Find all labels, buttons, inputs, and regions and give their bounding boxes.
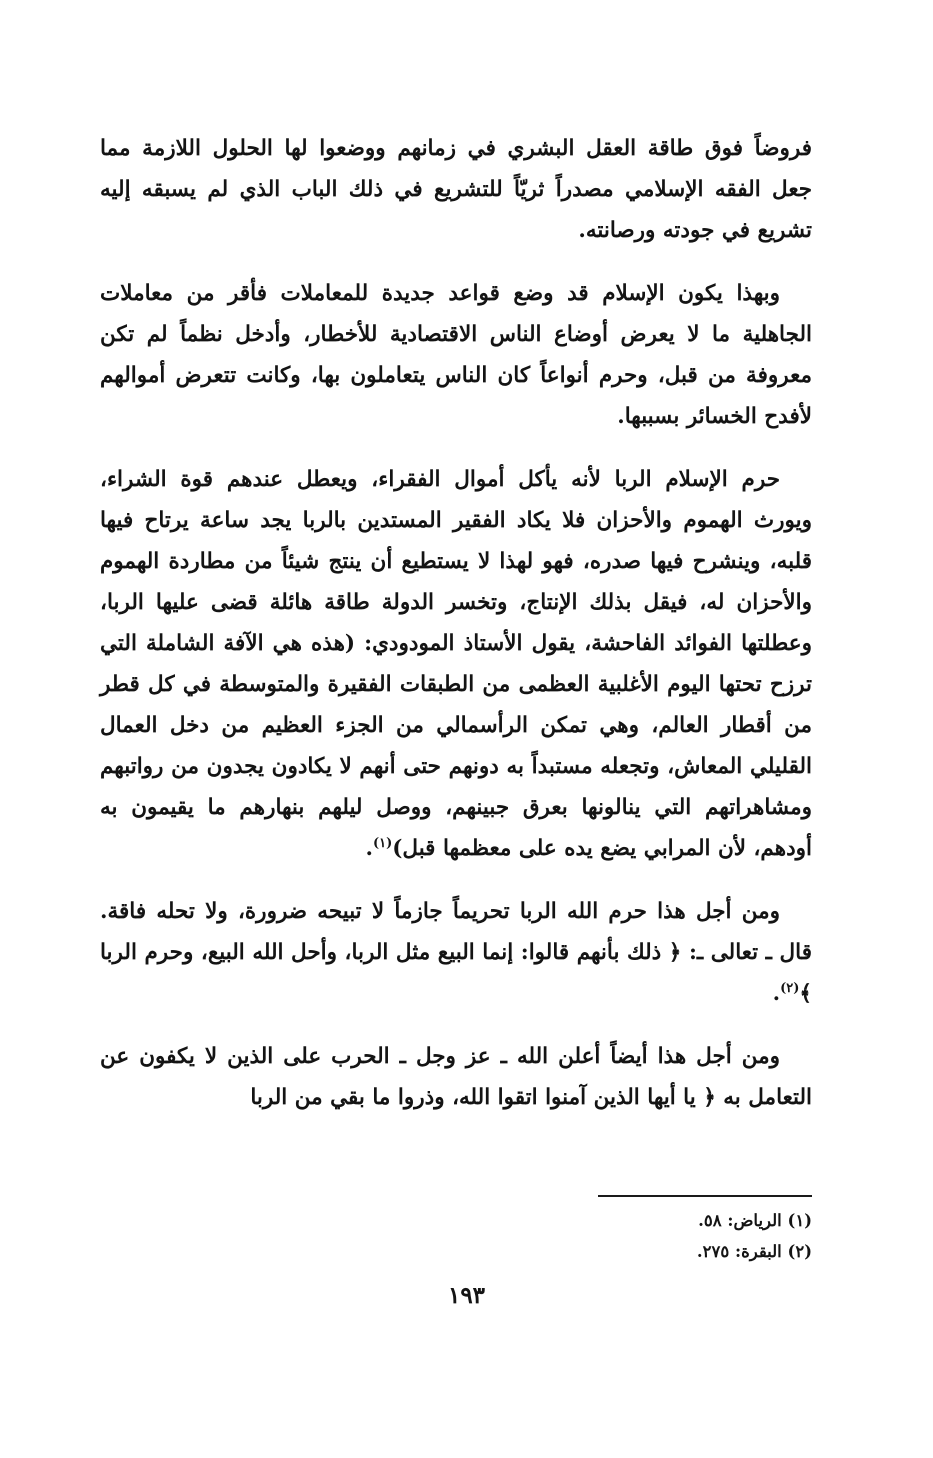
paragraph-4 (100, 891, 812, 1014)
paragraph-4-end: . (772, 981, 781, 1006)
footnote-1: (١) الرياض: ٥٨. (698, 1211, 812, 1230)
paragraph-5 (100, 1036, 812, 1118)
paragraph-3 (100, 459, 812, 869)
paragraph-3-text: حرم الإسلام الربا لأنه يأكل أموال الفقراء، ويعطل عندهم قوة الشراء، ويورث الهموم والأحزان فلا يكاد الفقير المستدين بالربا يجد ساعة يرتاح فيها قلبه، وينشرح فيها صدره، فهو لهذا لا يستطيع أن ينتج شيئاً من مطاردة الهموم والأحزان له، فيقل بذلك الإنتاج، وتخسر الدولة طاقة هائلة قضى عليها الربا، وعطلتها الفوائد الفاحشة، يقول الأستاذ المودودي: (هذه هي الآفة الشاملة التي ترزح تحتها اليوم الأغلبية العظمى من الطبقات الفقيرة والمتوسطة في كل قطر من أقطار العالم، وهي تمكن الرأسمالي من الجزء العظيم من دخل العمال القليلي المعاش، وتجعله مستبداً به دونهم حتى أنهم لا يكادون يجدون من رواتبهم ومشاهراتهم التي ينالونها بعرق جبينهم، ووصل ليلهم بنهارهم ما يقيمون به أودهم، لأن المرابي يضع يده على معظمها قبل) (100, 467, 812, 861)
paragraph-1 (100, 128, 812, 251)
paragraph-1-text: فروضاً فوق طاقة العقل البشري في زمانهم ووضعوا لها الحلول اللازمة مما جعل الفقه الإسلامي مصدراً ثريّاً للتشريع في ذلك الباب الذي لم يسبقه إليه تشريع في جودته ورصانته. (100, 136, 812, 243)
paragraph-2-text: وبهذا يكون الإسلام قد وضع قواعد جديدة للمعاملات فأقر من معاملات الجاهلية ما لا يعرض أوضاع الناس الاقتصادية للأخطار، وأدخل نظماً لم تكن معروفة من قبل، وحرم أنواعاً كان الناس يتعاملون بها، وكانت تتعرض أموالهم لأفدح الخسائر بسببها. (100, 281, 812, 429)
paragraph-2 (100, 273, 812, 437)
page-body (100, 128, 812, 1140)
footnotes (412, 1205, 812, 1267)
paragraph-5-text: ومن أجل هذا أيضاً أعلن الله ـ عز وجل ـ الحرب على الذين لا يكفون عن التعامل به ﴿ يا أيها الذين آمنوا اتقوا الله، وذروا ما بقي من الربا (100, 1044, 812, 1110)
footnote-2: (٢) البقرة: ٢٧٥. (696, 1242, 812, 1261)
paragraph-3-end: . (365, 836, 373, 861)
footnote-divider (598, 1195, 812, 1197)
paragraph-4-text: ومن أجل هذا حرم الله الربا تحريماً جازماً لا تبيحه ضرورة، ولا تحله فاقة. قال ـ تعالى ـ: ﴿ ذلك بأنهم قالوا: إنما البيع مثل الربا، وأحل الله البيع، وحرم الربا ﴾ (100, 899, 812, 1006)
footnote-ref-2[interactable]: (٢) (780, 980, 800, 996)
footnote-ref-1[interactable]: (١) (372, 835, 393, 851)
page-number: ١٩٣ (447, 1282, 486, 1309)
